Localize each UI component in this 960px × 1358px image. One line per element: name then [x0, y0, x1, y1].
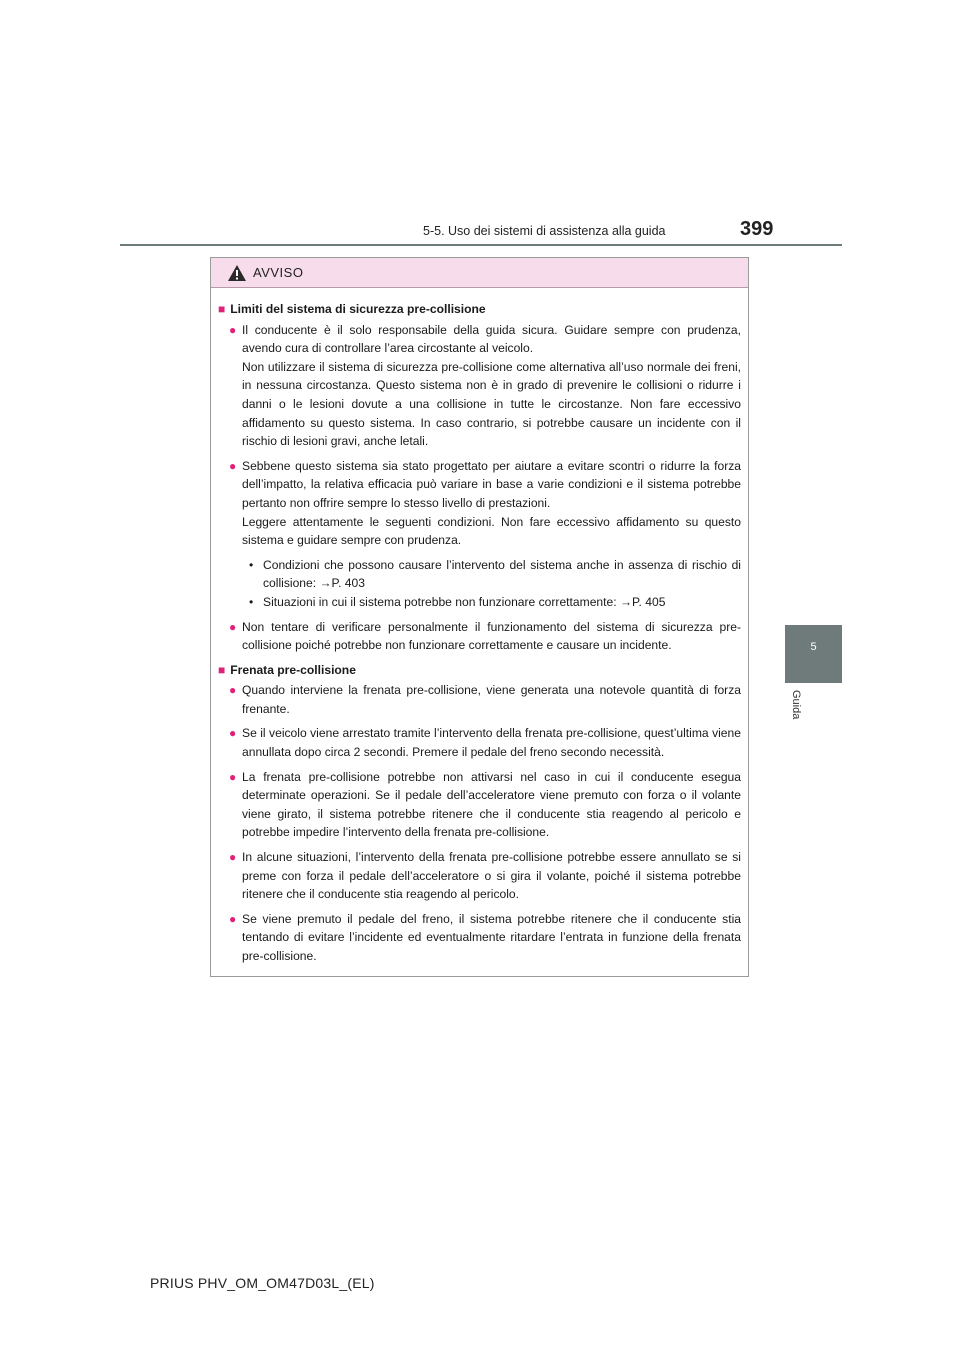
list-item	[218, 768, 741, 842]
section-heading	[218, 300, 741, 319]
header-divider	[120, 244, 842, 246]
list-item	[218, 457, 741, 550]
sub-item-text: Condizioni che possono causare l’intervento del sistema anche in assenza di rischio di collisione: →P. 403	[263, 557, 741, 591]
list-item	[218, 724, 741, 761]
small-bullet-icon: •	[249, 594, 254, 609]
round-bullet-icon: ●	[229, 458, 237, 473]
list-item	[218, 681, 741, 718]
item-text: Sebbene questo sistema sia stato progettato per aiutare a evitare scontri o ridurre la forza dell’impatto, la relativa efficacia può variare in base a varie condizioni e il sistema potrebbe pertanto non offrire sempre lo stesso livello di prestazioni.	[242, 458, 741, 510]
item-text: Il conducente è il solo responsabile della guida sicura. Guidare sempre con prudenza, avendo cura di controllare l’area circostante al veicolo.	[242, 322, 741, 356]
item-text: Leggere attentamente le seguenti condizioni. Non fare eccessivo affidamento su questo sistema e guidare sempre con prudenza.	[242, 514, 741, 548]
page-number: 399	[740, 218, 774, 240]
round-bullet-icon: ●	[229, 911, 237, 926]
list-item	[218, 618, 741, 655]
warning-header	[211, 258, 748, 288]
round-bullet-icon: ●	[229, 726, 237, 741]
section-heading-text: Frenata pre-collisione	[230, 662, 356, 677]
round-bullet-icon: ●	[229, 619, 237, 634]
section-heading-text: Limiti del sistema di sicurezza pre-collisione	[230, 302, 486, 316]
list-item	[218, 321, 741, 451]
sub-item	[218, 593, 741, 612]
item-text: Se viene premuto il pedale del freno, il sistema potrebbe ritenere che il conducente stia tentando di evitare l’incidente ed eventualmente ritardare l’entrata in funzione della frenata pre-collisione.	[242, 911, 741, 963]
square-bullet-icon: ■	[218, 662, 226, 677]
item-text: Quando interviene la frenata pre-collisione, viene generata una notevole quantità di forza frenante.	[242, 683, 741, 716]
sub-item-text: Situazioni in cui il sistema potrebbe non funzionare correttamente: →P. 405	[263, 594, 666, 609]
warning-title: AVVISO	[253, 265, 304, 280]
footer-model-code: PRIUS PHV_OM_OM47D03L_(EL)	[150, 1275, 375, 1291]
list-item	[218, 848, 741, 904]
item-text: Non utilizzare il sistema di sicurezza pre-collisione come alternativa all’uso normale dei freni, in nessuna circostanza. Questo sistema non è in grado di prevenire le collisioni o ridurre i danni o le lesioni dovute a una collisione in tutte le circostanze. Non fare eccessivo affidamento su questo sistema. In caso contrario, si potrebbe causare un incidente con il rischio di lesioni gravi, anche letali.	[242, 359, 741, 449]
square-bullet-icon: ■	[218, 302, 226, 316]
round-bullet-icon: ●	[229, 850, 237, 865]
item-text: Se il veicolo viene arrestato tramite l’intervento della frenata pre-collisione, quest’ultima viene annullata dopo circa 2 secondi. Premere il pedale del freno secondo necessità.	[242, 726, 741, 760]
round-bullet-icon: ●	[229, 322, 237, 337]
warning-triangle-icon	[227, 264, 247, 282]
warning-box	[210, 257, 749, 977]
section-heading	[218, 661, 741, 680]
item-text: Non tentare di verificare personalmente il funzionamento del sistema di sicurezza pre-collisione poiché potrebbe non funzionare correttamente e causare un incidente.	[242, 619, 741, 653]
round-bullet-icon: ●	[229, 683, 237, 698]
warning-body	[211, 288, 748, 966]
item-text: In alcune situazioni, l’intervento della frenata pre-collisione potrebbe essere annullato se si preme con forza il pedale dell’acceleratore o si gira il volante, poiché il sistema potrebbe ritenere che il conducente stia reagendo al pericolo.	[242, 850, 741, 902]
section-title: 5-5. Uso dei sistemi di assistenza alla guida	[423, 224, 666, 238]
chapter-label-text: Guida	[790, 690, 802, 720]
round-bullet-icon: ●	[229, 769, 237, 784]
small-bullet-icon: •	[249, 557, 254, 572]
list-item	[218, 910, 741, 966]
chapter-label	[770, 690, 822, 740]
chapter-tab: 5	[785, 625, 842, 683]
item-text: La frenata pre-collisione potrebbe non attivarsi nel caso in cui il conducente esegua determinate operazioni. Se il pedale dell’acceleratore viene premuto con forza o il volante viene girato, il sistema potrebbe ritenere che il conducente stia reagendo al pericolo e potrebbe impedire l’intervento della frenata pre-collisione.	[242, 769, 741, 840]
sub-item	[218, 556, 741, 593]
